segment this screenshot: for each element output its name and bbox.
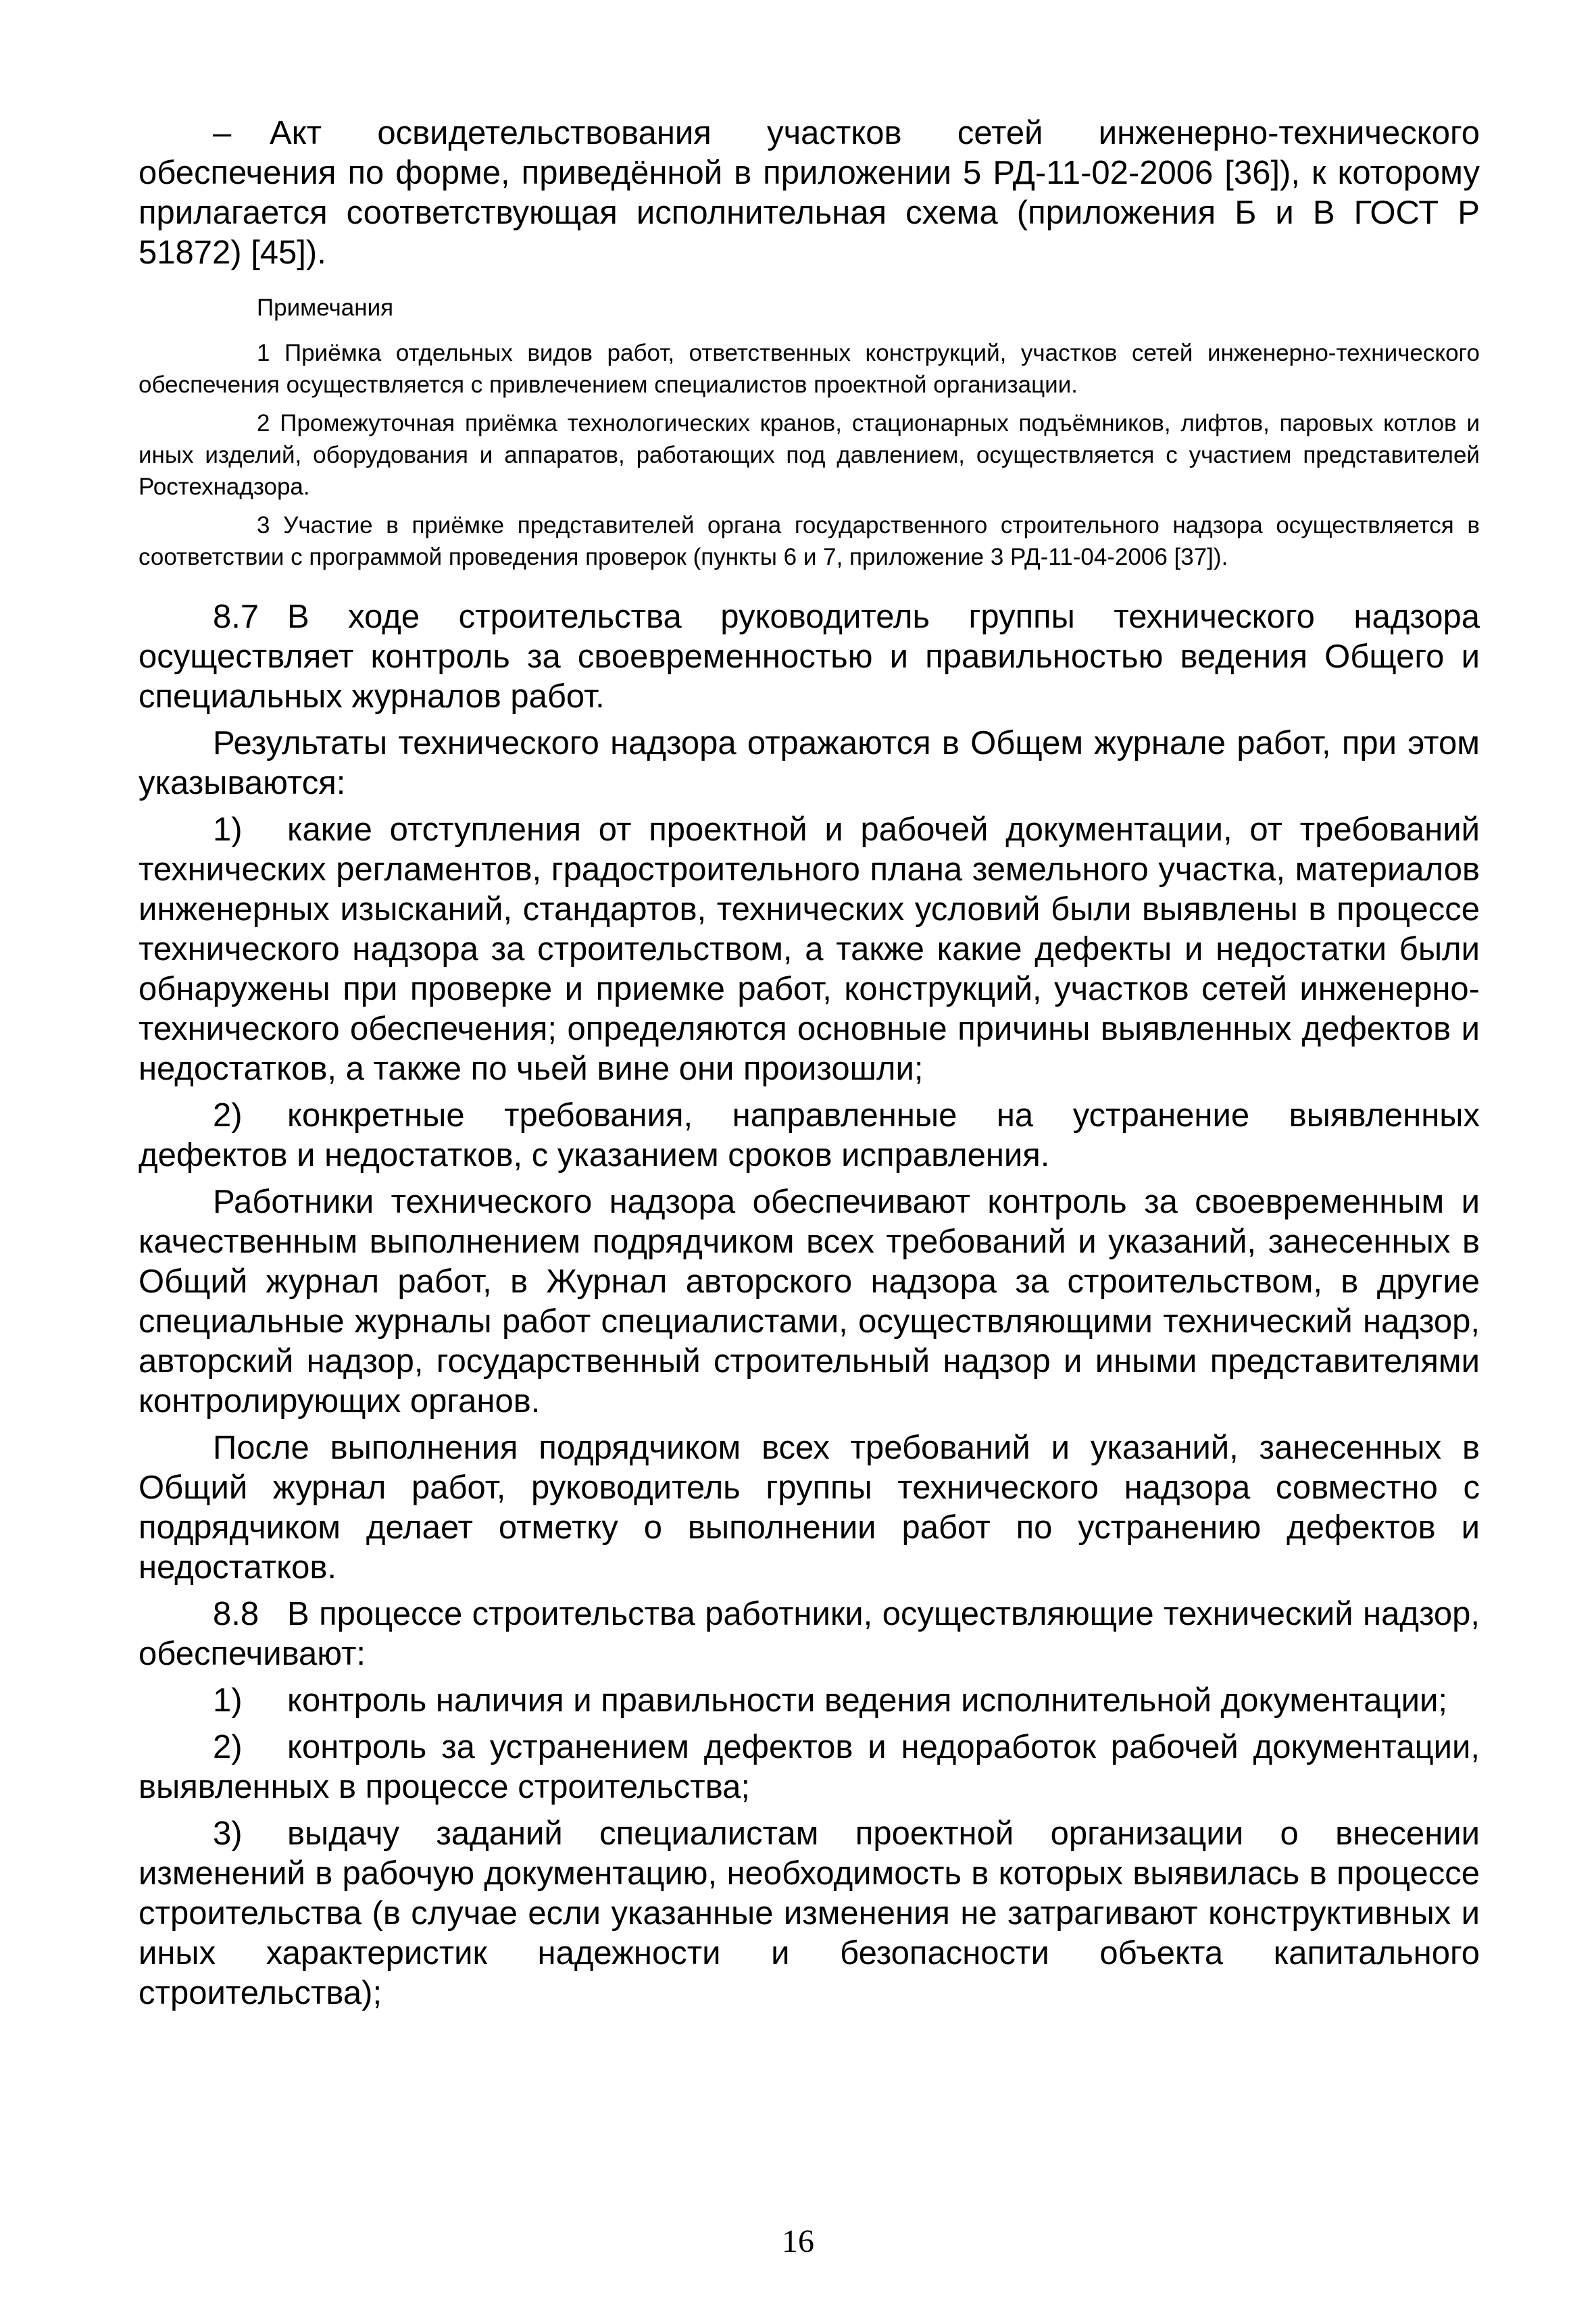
note-item: 2 Промежуточная приёмка технологических кранов, стационарных подъёмников, лифтов, паровых котлов и иных изделий, оборудования и аппаратов, работающих под давлением, осуществляется с участием представителей Ростехнадзора. <box>139 410 1480 500</box>
section-number: 8.7 <box>213 599 259 635</box>
notes-title: Примечания <box>257 295 394 321</box>
note-item: 3 Участие в приёмке представителей органа государственного строительного надзора осуществляется в соответствии с программой проведения проверок (пункты 6 и 7, приложение 3 РД-11-04-2006 [37]). <box>139 512 1480 570</box>
list-item <box>139 1728 1480 1807</box>
list-number: 1) <box>213 811 243 848</box>
list-item-text: конкретные требования, направленные на устранение выявленных дефектов и недостатков, с указанием сроков исправления. <box>139 1097 1480 1174</box>
list-item <box>139 1096 1480 1176</box>
section-number: 8.8 <box>213 1596 259 1632</box>
list-item-text: какие отступления от проектной и рабочей документации, от требований технических регламентов, градостроительного плана земельного участка, материалов инженерных изысканий, стандартов, технических условий были выявлены в процессе технического надзора за строительством, а также какие дефекты и недостатки были обнаружены при проверке и приемке работ, конструкций, участков сетей инженерно-технического обеспечения; определяются основные причины выявленных дефектов и недостатков, а также по чьей вине они произошли; <box>139 811 1480 1087</box>
list-item <box>139 1814 1480 2013</box>
section-text: В процессе строительства работники, осуществляющие технический надзор, обеспечивают: <box>139 1596 1480 1672</box>
page-number: 16 <box>782 2223 814 2259</box>
list-number: 2) <box>213 1097 243 1134</box>
section-8-7 <box>139 597 1480 717</box>
list-item-act <box>139 114 1480 273</box>
document-page <box>139 114 1480 2020</box>
list-number: 1) <box>213 1682 243 1719</box>
list-item-text: Акт освидетельствования участков сетей инженерно-технического обеспечения по форме, приведённой в приложении 5 РД-11-02-2006 [36]), к которому прилагается соответствующая исполнительная схема (приложения Б и В ГОСТ Р 51872) [45]). <box>139 115 1480 271</box>
list-number: 2) <box>213 1729 243 1765</box>
section-8-8 <box>139 1594 1480 1674</box>
paragraph-results: Результаты технического надзора отражаются в Общем журнале работ, при этом указываются: <box>139 725 1480 801</box>
note-item: 1 Приёмка отдельных видов работ, ответственных конструкций, участков сетей инженерно-технического обеспечения осуществляется с привлечением специалистов проектной организации. <box>139 340 1480 398</box>
list-item <box>139 1681 1480 1721</box>
paragraph-workers: Работники технического надзора обеспечивают контроль за своевременным и качественным выполнением подрядчиком всех требований и указаний, занесенных в Общий журнал работ, в Журнал авторского надзора за строительством, в другие специальные журналы работ специалистами, осуществляющими технический надзор, авторский надзор, государственный строительный надзор и иными представителями контролирующих органов. <box>139 1184 1480 1419</box>
section-text: В ходе строительства руководитель группы технического надзора осуществляет контроль за своевременностью и правильностью ведения Общего и специальных журналов работ. <box>139 599 1480 715</box>
list-item <box>139 810 1480 1089</box>
list-item-text: контроль за устранением дефектов и недоработок рабочей документации, выявленных в процессе строительства; <box>139 1729 1480 1805</box>
document-body <box>139 114 1480 2013</box>
list-number: 3) <box>213 1815 243 1852</box>
dash-marker: – <box>213 115 232 151</box>
paragraph-after: После выполнения подрядчиком всех требований и указаний, занесенных в Общий журнал работ, руководитель группы технического надзора совместно с подрядчиком делает отметку о выполнении работ по устранению дефектов и недостатков. <box>139 1430 1480 1586</box>
list-item-text: контроль наличия и правильности ведения исполнительной документации; <box>287 1682 1447 1719</box>
notes-block <box>139 292 1480 573</box>
list-item-text: выдачу заданий специалистам проектной организации о внесении изменений в рабочую документацию, необходимость в которых выявилась в процессе строительства (в случае если указанные изменения не затрагивают конструктивных и иных характеристик надежности и безопасности объекта капитального строительства); <box>139 1815 1480 2011</box>
